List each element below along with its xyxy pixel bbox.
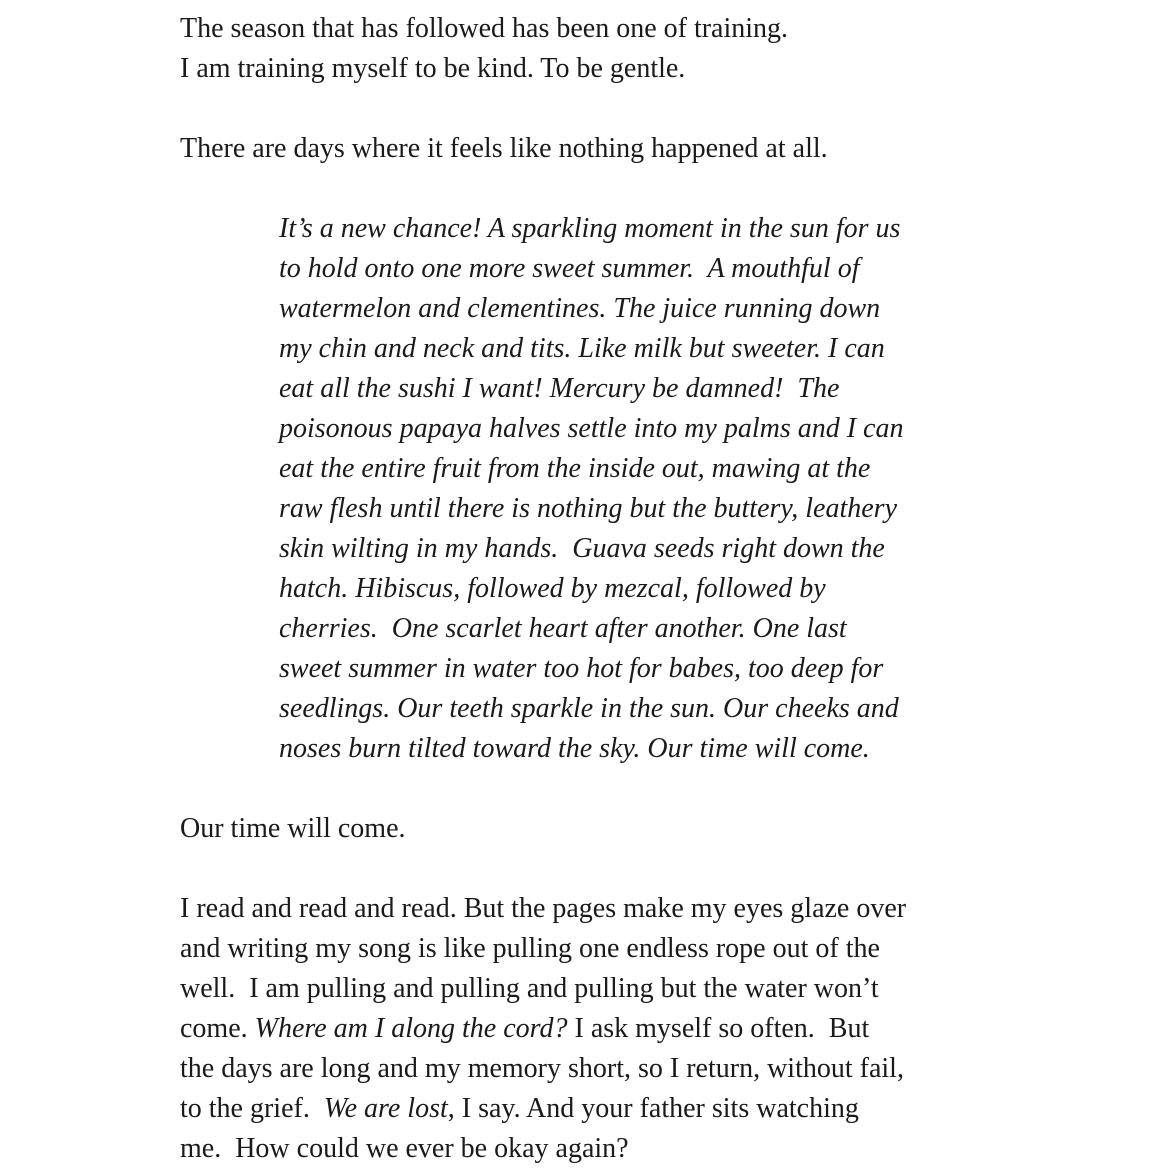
blockquote-line: my chin and neck and tits. Like milk but sweeter. I can — [279, 333, 885, 364]
blockquote-line: noses burn tilted toward the sky. Our time will come. — [279, 733, 870, 764]
paragraph-4-line — [180, 1009, 869, 1049]
paragraph-4-line: I read and read and read. But the pages make my eyes glaze over — [180, 893, 907, 924]
paragraph-3: Our time will come. — [180, 813, 406, 844]
blockquote-line: to hold onto one more sweet summer. A mouthful of — [279, 253, 860, 284]
text-segment: I ask myself so often. But — [567, 1013, 870, 1044]
blockquote-line: raw flesh until there is nothing but the buttery, leathery — [279, 493, 898, 524]
blockquote-line: poisonous papaya halves settle into my palms and I can — [279, 413, 904, 444]
paragraph-4-line — [180, 1089, 859, 1129]
paragraph-2: There are days where it feels like nothing happened at all. — [180, 133, 828, 164]
blockquote-line: seedlings. Our teeth sparkle in the sun. Our cheeks and — [279, 693, 899, 724]
blockquote-line: skin wilting in my hands. Guava seeds right down the — [279, 533, 885, 564]
paragraph-4-line: well. I am pulling and pulling and pulling but the water won’t — [180, 973, 879, 1004]
blockquote-line: sweet summer in water too hot for babes, too deep for — [279, 653, 884, 684]
text-segment: come. — [180, 1013, 255, 1044]
blockquote-line: watermelon and clementines. The juice running down — [279, 293, 881, 324]
paragraph-4-line: me. How could we ever be okay again? — [180, 1133, 629, 1164]
blockquote-line: hatch. Hibiscus, followed by mezcal, followed by — [279, 573, 826, 604]
blockquote-line: eat all the sushi I want! Mercury be damned! The — [279, 373, 840, 404]
italic-phrase: Where am I along the cord? — [254, 1013, 568, 1044]
blockquote-line: It’s a new chance! A sparkling moment in the sun for us — [279, 213, 901, 244]
paragraph-4-line: the days are long and my memory short, so I return, without fail, — [180, 1053, 904, 1084]
intro-line-2: I am training myself to be kind. To be gentle. — [180, 53, 686, 84]
blockquote-line: eat the entire fruit from the inside out, mawing at the — [279, 453, 871, 484]
italic-phrase: We are lost — [323, 1093, 448, 1124]
blockquote-line: cherries. One scarlet heart after another. One last — [279, 613, 847, 644]
text-segment: , I say. And your father sits watching — [447, 1093, 859, 1124]
intro-line-1: The season that has followed has been one of training. — [180, 13, 789, 44]
paragraph-4-line: and writing my song is like pulling one endless rope out of the — [180, 933, 880, 964]
text-segment: to the grief. — [180, 1093, 324, 1124]
